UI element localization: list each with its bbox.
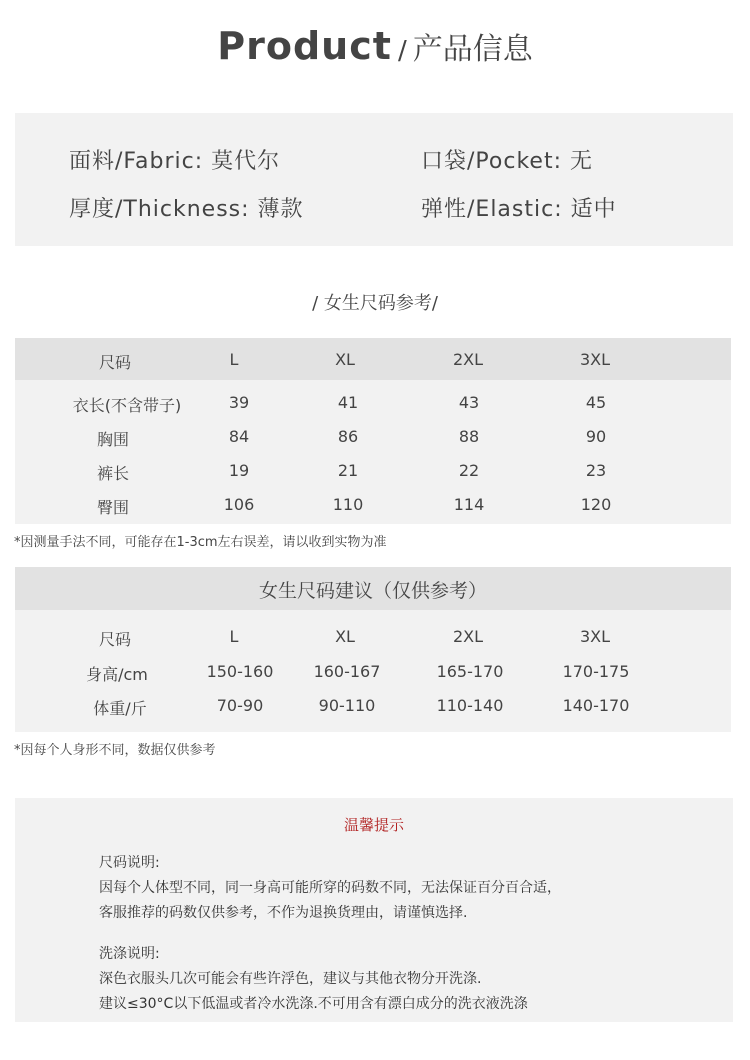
table-cell: 21: [337, 461, 359, 480]
header-cell: 尺码: [98, 630, 131, 649]
table-cell: 衣长(不含带子): [72, 396, 182, 415]
table-cell: 45: [585, 393, 607, 412]
size-advice-note: *因每个人身形不同，数据仅供参考: [14, 743, 216, 758]
table-cell: 150-160: [206, 662, 274, 681]
title-en: Product: [217, 24, 392, 68]
table-cell: 114: [453, 495, 485, 514]
header-cell: 3XL: [579, 627, 611, 646]
table-cell: 22: [458, 461, 480, 480]
header-cell: XL: [335, 627, 355, 646]
pocket-info: 口袋/Pocket: 无: [421, 149, 593, 174]
table-cell: 84: [228, 427, 250, 446]
table-cell: 70-90: [216, 696, 264, 715]
header-cell: 尺码: [98, 353, 131, 372]
table-cell: 39: [228, 393, 250, 412]
table-cell: 110: [332, 495, 364, 514]
header-cell: 2XL: [452, 350, 484, 369]
table-cell: 胸围: [96, 430, 129, 449]
table-cell: 88: [458, 427, 480, 446]
table-cell: 臀围: [96, 498, 129, 517]
table-cell: 170-175: [562, 662, 630, 681]
size-chart-title: / 女生尺码参考/: [312, 293, 438, 314]
table-cell: 120: [580, 495, 612, 514]
tip-line: 建议≤30°C以下低温或者冷水洗涤.不可用含有漂白成分的洗衣液洗涤: [99, 996, 528, 1012]
elastic-info: 弹性/Elastic: 适中: [421, 197, 617, 222]
table-cell: 140-170: [562, 696, 630, 715]
header-cell: XL: [335, 350, 355, 369]
size-advice-title: 女生尺码建议（仅供参考）: [258, 580, 487, 602]
table-cell: 86: [337, 427, 359, 446]
tip-line: 因每个人体型不同，同一身高可能所穿的码数不同，无法保证百分百合适，: [99, 880, 561, 896]
table-cell: 23: [585, 461, 607, 480]
header-cell: 2XL: [452, 627, 484, 646]
tips-panel: [15, 798, 733, 1022]
header-cell: L: [229, 627, 239, 646]
table-cell: 43: [458, 393, 480, 412]
tip-heading: 尺码说明:: [99, 855, 160, 871]
size-chart-note: *因测量手法不同，可能存在1-3cm左右误差，请以收到实物为准: [14, 535, 387, 550]
tip-heading: 洗涤说明:: [99, 946, 160, 962]
table-cell: 165-170: [436, 662, 504, 681]
table-cell: 160-167: [313, 662, 381, 681]
header-cell: L: [229, 350, 239, 369]
table-cell: 身高/cm: [86, 665, 148, 684]
title-slash: /: [397, 36, 407, 66]
table-cell: 19: [228, 461, 250, 480]
table-cell: 90: [585, 427, 607, 446]
product-info-panel: [15, 113, 733, 246]
title-cn: 产品信息: [412, 32, 533, 67]
table-cell: 90-110: [318, 696, 376, 715]
size-advice-table: [15, 567, 731, 732]
size-chart-table: [15, 338, 731, 524]
tip-line: 深色衣服头几次可能会有些许浮色，建议与其他衣物分开洗涤.: [99, 971, 482, 987]
thickness-info: 厚度/Thickness: 薄款: [69, 197, 304, 222]
table-cell: 体重/斤: [93, 699, 147, 718]
table-cell: 110-140: [436, 696, 504, 715]
tip-line: 客服推荐的码数仅供参考，不作为退换货理由，请谨慎选择.: [99, 905, 468, 921]
fabric-info: 面料/Fabric: 莫代尔: [69, 149, 281, 174]
header-cell: 3XL: [579, 350, 611, 369]
tips-title: 温馨提示: [343, 816, 404, 834]
page-header: [0, 24, 750, 68]
table-cell: 裤长: [96, 464, 129, 483]
table-cell: 106: [223, 495, 255, 514]
table-cell: 41: [337, 393, 359, 412]
